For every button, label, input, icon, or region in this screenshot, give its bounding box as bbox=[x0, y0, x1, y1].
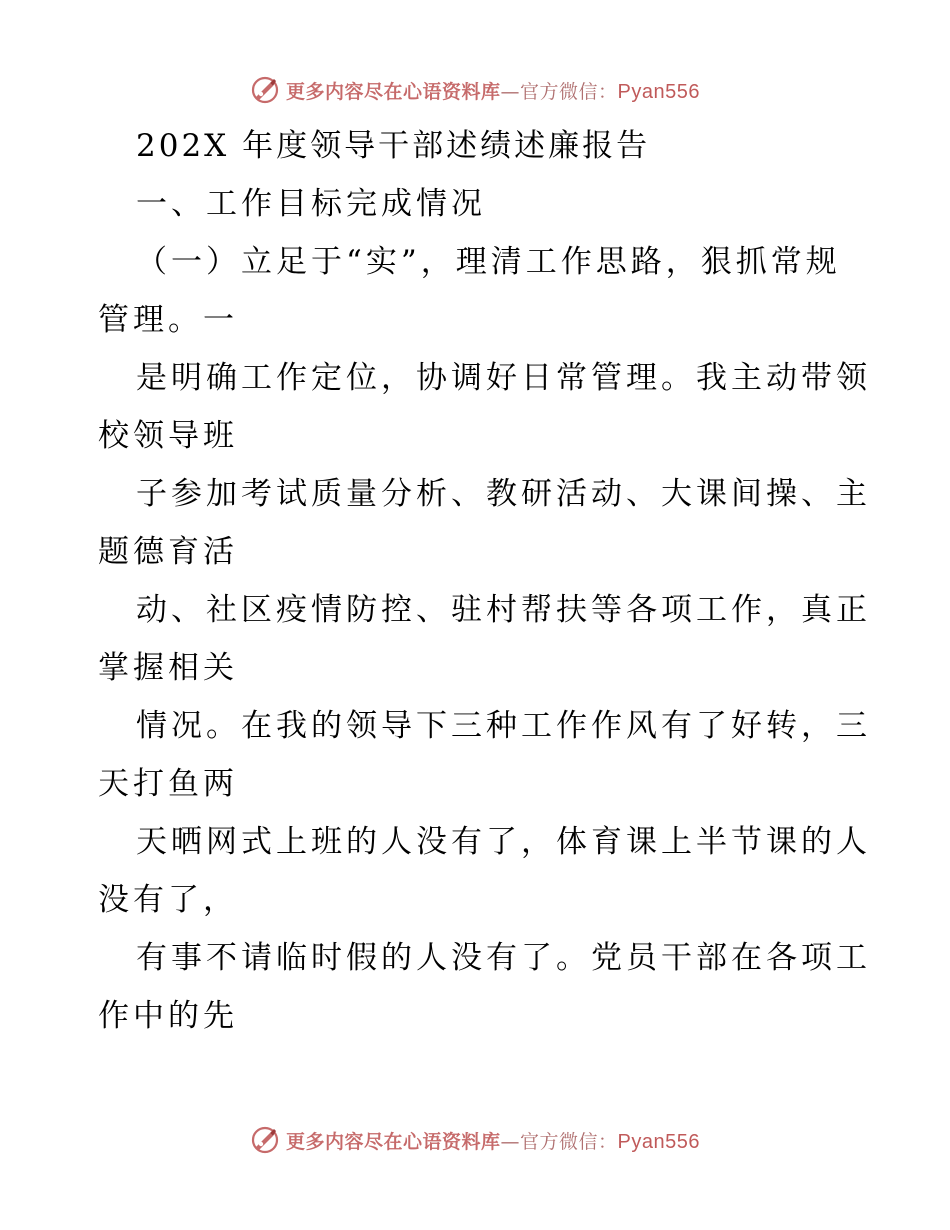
body-line: 有事不请临时假的人没有了。党员干部在各项工 bbox=[136, 940, 871, 976]
watermark-main-text: 更多内容尽在心语资料库 bbox=[286, 80, 501, 103]
body-line: 题德育活 bbox=[98, 534, 238, 570]
body-line: 子参加考试质量分析、教研活动、大课间操、主 bbox=[136, 476, 871, 512]
watermark-id-text: Pyan556 bbox=[617, 80, 700, 103]
body-line: 动、社区疫情防控、驻村帮扶等各项工作，真正 bbox=[136, 592, 871, 628]
pen-logo-icon bbox=[250, 1125, 280, 1155]
body-line: 天打鱼两 bbox=[98, 766, 238, 802]
body-line: 作中的先 bbox=[98, 998, 238, 1034]
body-line: 情况。在我的领导下三种工作作风有了好转，三 bbox=[136, 708, 871, 744]
document-title: 202X 年度领导干部述绩述廉报告 bbox=[136, 128, 651, 164]
watermark-text bbox=[286, 1127, 700, 1154]
watermark-dash-text: —官方微信： bbox=[500, 1130, 618, 1153]
body-line: 没有了， bbox=[98, 882, 238, 918]
body-line: 天晒网式上班的人没有了，体育课上半节课的人 bbox=[136, 824, 871, 860]
body-line: 管理。一 bbox=[98, 302, 238, 338]
body-line: 是明确工作定位，协调好日常管理。我主动带领 bbox=[136, 360, 871, 396]
watermark-dash-text: —官方微信： bbox=[500, 80, 618, 103]
section-heading: 一、工作目标完成情况 bbox=[136, 186, 486, 222]
watermark-id-text: Pyan556 bbox=[617, 1130, 700, 1153]
body-line: 掌握相关 bbox=[98, 650, 238, 686]
body-line: （一）立足于“实”，理清工作思路，狠抓常规 bbox=[136, 244, 841, 280]
body-line: 校领导班 bbox=[98, 418, 238, 454]
watermark-footer bbox=[0, 1120, 950, 1160]
watermark-main-text: 更多内容尽在心语资料库 bbox=[286, 1130, 501, 1153]
